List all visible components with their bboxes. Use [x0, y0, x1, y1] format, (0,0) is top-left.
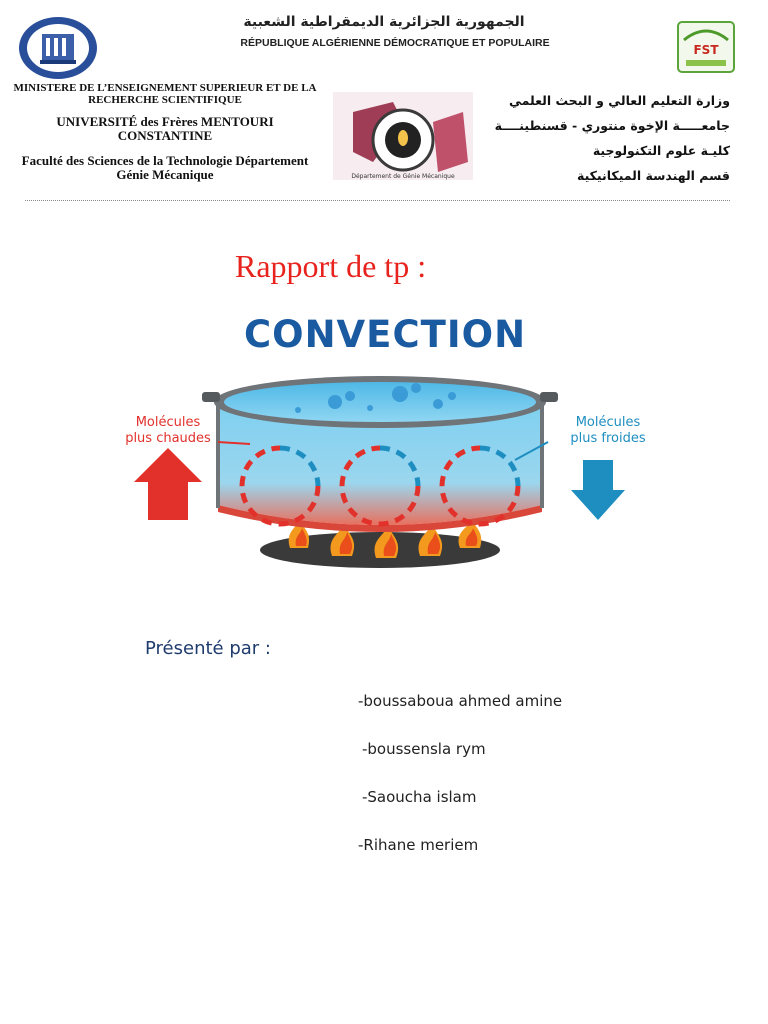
university-french: UNIVERSITÉ des Frères MENTOURI CONSTANTINE: [56, 114, 274, 143]
cold-label-line1: Molécules: [575, 415, 641, 430]
department-arabic: قسم الهندسة الميكانيكية: [576, 168, 730, 183]
cold-down-arrow: [571, 460, 625, 520]
member-name: -boussaboua ahmed amine: [358, 692, 563, 710]
convection-title: CONVECTION: [243, 313, 527, 356]
convection-illustration: [100, 360, 660, 575]
presented-by-label: Présenté par :: [145, 638, 271, 659]
fst-logo-text: FST: [693, 43, 719, 57]
ministry-french: MINISTERE DE L’ENSEIGNEMENT SUPERIEUR ET DE LA RECHERCHE SCIENTIFIQUE: [13, 82, 317, 106]
pot-handle-left: [202, 392, 220, 402]
department-logo-text: Département de Génie Mécanique: [351, 173, 455, 180]
fst-faculty-logo: [676, 20, 736, 74]
report-heading: Rapport de tp :: [235, 248, 427, 284]
member-name: -Rihane meriem: [358, 836, 479, 854]
header-right-block: [470, 88, 730, 188]
hot-molecules-label: [108, 415, 228, 447]
faculty-arabic: كليـة علوم التكنولوجية: [592, 143, 730, 158]
hot-up-arrow: [134, 448, 202, 520]
ministry-arabic: وزارة التعليم العالي و البحث العلمي: [508, 93, 730, 108]
member-name: -boussensla rym: [362, 740, 486, 758]
department-logo: [333, 92, 473, 180]
republic-arabic: الجمهورية الجزائرية الديمقراطية الشعبية: [243, 14, 525, 30]
cold-molecules-label: [548, 415, 668, 447]
hot-label-line2: plus chaudes: [125, 431, 211, 446]
republic-french: RÉPUBLIQUE ALGÉRIENNE DÉMOCRATIQUE ET POPULAIRE: [240, 37, 550, 49]
faculty-french: Faculté des Sciences de la Technologie Département Génie Mécanique: [21, 153, 309, 182]
hot-label-line1: Molécules: [135, 415, 201, 430]
cold-label-line2: plus froides: [570, 431, 646, 446]
header-divider: [25, 200, 730, 201]
header-left-block: [10, 82, 320, 182]
member-name: -Saoucha islam: [362, 788, 477, 806]
university-arabic: جامعـــــة الإخوة منتوري - قسنطينــــة: [494, 118, 730, 133]
pot-handle-right: [540, 392, 558, 402]
